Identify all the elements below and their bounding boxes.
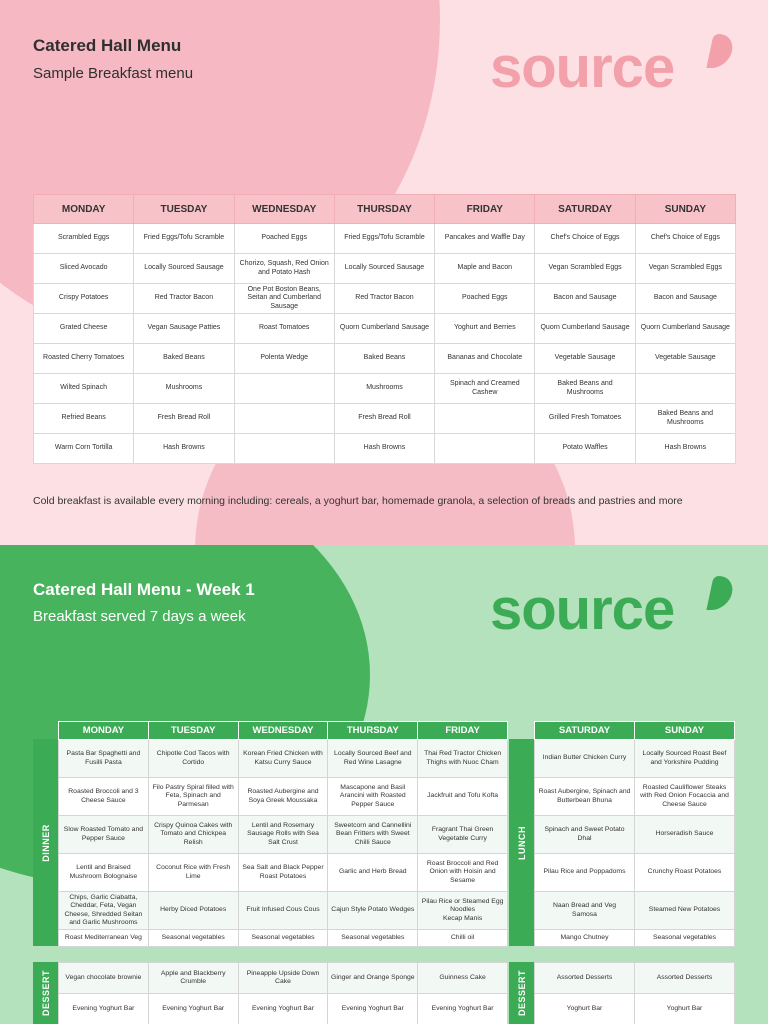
- cold-breakfast-note: Cold breakfast is available every morning including: cereals, a yoghurt bar, homemade granola, a selection of breads and pastries and more: [33, 495, 683, 507]
- table-row: [535, 854, 735, 892]
- menu-cell: Poached Eggs: [234, 224, 334, 254]
- menu-cell: Evening Yoghurt Bar: [418, 994, 508, 1024]
- menu-cell: Chilli oil: [418, 930, 508, 947]
- table-row: [34, 314, 736, 344]
- menu-cell: Lentil and Rosemary Sausage Rolls with Sea Salt Crust: [238, 816, 328, 854]
- menu-cell: Guinness Cake: [418, 963, 508, 994]
- table-row: [535, 778, 735, 816]
- menu-cell: Roast Broccoli and Red Onion with Hoisin and Sesame: [418, 854, 508, 892]
- dinner-label: DINNER: [33, 739, 58, 946]
- menu-cell: Baked Beans and Mushrooms: [535, 374, 635, 404]
- dessert-label: DESSERT: [509, 962, 534, 1024]
- menu-cell: Evening Yoghurt Bar: [148, 994, 238, 1024]
- source-logo: source: [490, 35, 675, 100]
- menu-cell: [635, 374, 735, 404]
- table-row: [34, 404, 736, 434]
- menu-cell: [234, 374, 334, 404]
- table-row: [59, 963, 508, 994]
- table-row: [34, 224, 736, 254]
- weekend-dessert-table: [534, 962, 735, 1024]
- menu-cell: Wilted Spinach: [34, 374, 134, 404]
- day-header: FRIDAY: [435, 195, 535, 224]
- page-subtitle: Breakfast served 7 days a week: [33, 608, 246, 625]
- menu-cell: Mascapone and Basil Arancini with Roasted Pepper Sauce: [328, 778, 418, 816]
- menu-cell: Sliced Avocado: [34, 254, 134, 284]
- menu-cell: Poached Eggs: [435, 284, 535, 314]
- menu-cell: Quorn Cumberland Sausage: [635, 314, 735, 344]
- menu-cell: Seasonal vegetables: [148, 930, 238, 947]
- menu-cell: Quorn Cumberland Sausage: [535, 314, 635, 344]
- menu-cell: [234, 404, 334, 434]
- menu-cell: Red Tractor Bacon: [134, 284, 234, 314]
- menu-cell: Quorn Cumberland Sausage: [334, 314, 434, 344]
- menu-cell: Vegetable Sausage: [635, 344, 735, 374]
- menu-cell: Assorted Desserts: [635, 963, 735, 994]
- menu-cell: Mushrooms: [134, 374, 234, 404]
- menu-cell: Slow Roasted Tomato and Pepper Sauce: [59, 816, 149, 854]
- menu-cell: Grated Cheese: [34, 314, 134, 344]
- menu-cell: Korean Fried Chicken with Katsu Curry Sauce: [238, 740, 328, 778]
- menu-cell: Crispy Potatoes: [34, 284, 134, 314]
- menu-cell: Baked Beans and Mushrooms: [635, 404, 735, 434]
- menu-cell: Spinach and Sweet Potato Dhal: [535, 816, 635, 854]
- day-header: THURSDAY: [334, 195, 434, 224]
- table-row: [535, 740, 735, 778]
- menu-cell: Yoghurt Bar: [635, 994, 735, 1024]
- lunch-table: [534, 721, 735, 947]
- table-row: [34, 374, 736, 404]
- breakfast-table: [33, 194, 736, 464]
- menu-cell: Yoghurt Bar: [535, 994, 635, 1024]
- menu-cell: Apple and Blackberry Crumble: [148, 963, 238, 994]
- table-row: [34, 284, 736, 314]
- menu-cell: Chef's Choice of Eggs: [635, 224, 735, 254]
- day-header: WEDNESDAY: [238, 722, 328, 740]
- menu-cell: Potato Waffles: [535, 434, 635, 464]
- menu-cell: Pineapple Upside Down Cake: [238, 963, 328, 994]
- day-header: WEDNESDAY: [234, 195, 334, 224]
- menu-cell: Mango Chutney: [535, 930, 635, 947]
- menu-cell: Spinach and Creamed Cashew: [435, 374, 535, 404]
- day-header: SUNDAY: [635, 722, 735, 740]
- day-header: FRIDAY: [418, 722, 508, 740]
- menu-cell: [435, 404, 535, 434]
- menu-cell: Chipotle Cod Tacos with Cortido: [148, 740, 238, 778]
- menu-cell: Pilau Rice or Steamed Egg Noodles Kecap Manis: [418, 892, 508, 930]
- table-row: [34, 254, 736, 284]
- menu-cell: Evening Yoghurt Bar: [328, 994, 418, 1024]
- day-header: THURSDAY: [328, 722, 418, 740]
- menu-cell: Vegan Scrambled Eggs: [535, 254, 635, 284]
- menu-cell: [435, 434, 535, 464]
- menu-cell: Herby Diced Potatoes: [148, 892, 238, 930]
- menu-cell: Locally Sourced Beef and Red Wine Lasagne: [328, 740, 418, 778]
- menu-cell: Vegetable Sausage: [535, 344, 635, 374]
- table-row: [535, 816, 735, 854]
- menu-cell: Thai Red Tractor Chicken Thighs with Nuoc Cham: [418, 740, 508, 778]
- menu-cell: Hash Browns: [635, 434, 735, 464]
- table-row: [535, 930, 735, 947]
- menu-cell: Garlic and Herb Bread: [328, 854, 418, 892]
- menu-cell: Fruit Infused Cous Cous: [238, 892, 328, 930]
- table-row: [59, 930, 508, 947]
- menu-cell: Seasonal vegetables: [238, 930, 328, 947]
- menu-cell: Pasta Bar Spaghetti and Fusilli Pasta: [59, 740, 149, 778]
- menu-cell: Fried Eggs/Tofu Scramble: [134, 224, 234, 254]
- menu-cell: Coconut Rice with Fresh Lime: [148, 854, 238, 892]
- menu-cell: Refried Beans: [34, 404, 134, 434]
- menu-cell: Hash Browns: [134, 434, 234, 464]
- menu-cell: Seasonal vegetables: [328, 930, 418, 947]
- menu-cell: Filo Pastry Spiral filled with Feta, Spinach and Parmesan: [148, 778, 238, 816]
- menu-cell: Roasted Aubergine and Soya Greek Moussaka: [238, 778, 328, 816]
- menu-cell: Locally Sourced Roast Beef and Yorkshire Pudding: [635, 740, 735, 778]
- menu-cell: Chef's Choice of Eggs: [535, 224, 635, 254]
- menu-cell: Seasonal vegetables: [635, 930, 735, 947]
- menu-cell: Vegan Scrambled Eggs: [635, 254, 735, 284]
- table-row: [59, 778, 508, 816]
- menu-cell: Fragrant Thai Green Vegetable Curry: [418, 816, 508, 854]
- menu-cell: Bacon and Sausage: [635, 284, 735, 314]
- menu-cell: Crispy Quinoa Cakes with Tomato and Chickpea Relish: [148, 816, 238, 854]
- menu-cell: Baked Beans: [134, 344, 234, 374]
- day-header: SATURDAY: [535, 195, 635, 224]
- dessert-label: DESSERT: [33, 962, 58, 1024]
- menu-cell: Maple and Bacon: [435, 254, 535, 284]
- menu-cell: Fried Eggs/Tofu Scramble: [334, 224, 434, 254]
- menu-cell: Steamed New Potatoes: [635, 892, 735, 930]
- day-header: SATURDAY: [535, 722, 635, 740]
- menu-cell: Sea Salt and Black Pepper Roast Potatoes: [238, 854, 328, 892]
- menu-cell: Grilled Fresh Tomatoes: [535, 404, 635, 434]
- day-header: MONDAY: [34, 195, 134, 224]
- table-row: [59, 994, 508, 1024]
- menu-cell: Evening Yoghurt Bar: [238, 994, 328, 1024]
- table-row: [59, 892, 508, 930]
- menu-cell: Vegan Sausage Patties: [134, 314, 234, 344]
- page-title: Catered Hall Menu: [33, 36, 182, 55]
- table-row: [59, 854, 508, 892]
- menu-cell: Assorted Desserts: [535, 963, 635, 994]
- menu-cell: [234, 434, 334, 464]
- menu-cell: Bananas and Chocolate: [435, 344, 535, 374]
- menu-cell: Polenta Wedge: [234, 344, 334, 374]
- table-row: [34, 434, 736, 464]
- menu-cell: Horseradish Sauce: [635, 816, 735, 854]
- day-header: MONDAY: [59, 722, 149, 740]
- menu-cell: Pilau Rice and Poppadoms: [535, 854, 635, 892]
- menu-cell: Warm Corn Tortilla: [34, 434, 134, 464]
- table-row: [34, 344, 736, 374]
- day-header: TUESDAY: [134, 195, 234, 224]
- menu-cell: Scrambled Eggs: [34, 224, 134, 254]
- menu-cell: Roast Aubergine, Spinach and Butterbean Bhuna: [535, 778, 635, 816]
- menu-cell: Cajun Style Potato Wedges: [328, 892, 418, 930]
- day-header: SUNDAY: [635, 195, 735, 224]
- day-header: TUESDAY: [148, 722, 238, 740]
- table-row: [59, 816, 508, 854]
- menu-cell: Lentil and Braised Mushroom Bolognaise: [59, 854, 149, 892]
- menu-cell: Roast Tomatoes: [234, 314, 334, 344]
- menu-cell: Locally Sourced Sausage: [334, 254, 434, 284]
- source-logo: source: [490, 577, 675, 642]
- menu-cell: One Pot Boston Beans, Seitan and Cumberland Sausage: [234, 284, 334, 314]
- table-row: [59, 740, 508, 778]
- menu-cell: Sweetcorn and Cannellini Bean Fritters with Sweet Chilli Sauce: [328, 816, 418, 854]
- menu-cell: Roasted Cherry Tomatoes: [34, 344, 134, 374]
- menu-cell: Crunchy Roast Potatoes: [635, 854, 735, 892]
- menu-cell: Roasted Cauliflower Steaks with Red Onion Focaccia and Cheese Sauce: [635, 778, 735, 816]
- dinner-table: [58, 721, 508, 947]
- menu-cell: Locally Sourced Sausage: [134, 254, 234, 284]
- table-row: [535, 963, 735, 994]
- menu-cell: Yoghurt and Berries: [435, 314, 535, 344]
- menu-cell: Hash Browns: [334, 434, 434, 464]
- menu-cell: Naan Bread and Veg Samosa: [535, 892, 635, 930]
- lunch-label: LUNCH: [509, 739, 534, 946]
- menu-cell: Evening Yoghurt Bar: [59, 994, 149, 1024]
- menu-cell: Chips, Garlic Ciabatta, Cheddar, Feta, Vegan Cheese, Shredded Seitan and Garlic Mushrooms: [59, 892, 149, 930]
- menu-cell: Indian Butter Chicken Curry: [535, 740, 635, 778]
- menu-cell: Fresh Bread Roll: [334, 404, 434, 434]
- menu-cell: Bacon and Sausage: [535, 284, 635, 314]
- menu-cell: Red Tractor Bacon: [334, 284, 434, 314]
- menu-cell: Jackfruit and Tofu Kofta: [418, 778, 508, 816]
- menu-cell: Vegan chocolate brownie: [59, 963, 149, 994]
- menu-cell: Baked Beans: [334, 344, 434, 374]
- table-row: [535, 994, 735, 1024]
- menu-cell: Ginger and Orange Sponge: [328, 963, 418, 994]
- dessert-table: [58, 962, 508, 1024]
- menu-cell: Mushrooms: [334, 374, 434, 404]
- page-subtitle: Sample Breakfast menu: [33, 65, 194, 82]
- menu-cell: Roasted Broccoli and 3 Cheese Sauce: [59, 778, 149, 816]
- page-title: Catered Hall Menu - Week 1: [33, 580, 255, 599]
- menu-cell: Roast Mediterranean Veg: [59, 930, 149, 947]
- table-row: [535, 892, 735, 930]
- menu-cell: Pancakes and Waffle Day: [435, 224, 535, 254]
- menu-cell: Chorizo, Squash, Red Onion and Potato Hash: [234, 254, 334, 284]
- menu-cell: Fresh Bread Roll: [134, 404, 234, 434]
